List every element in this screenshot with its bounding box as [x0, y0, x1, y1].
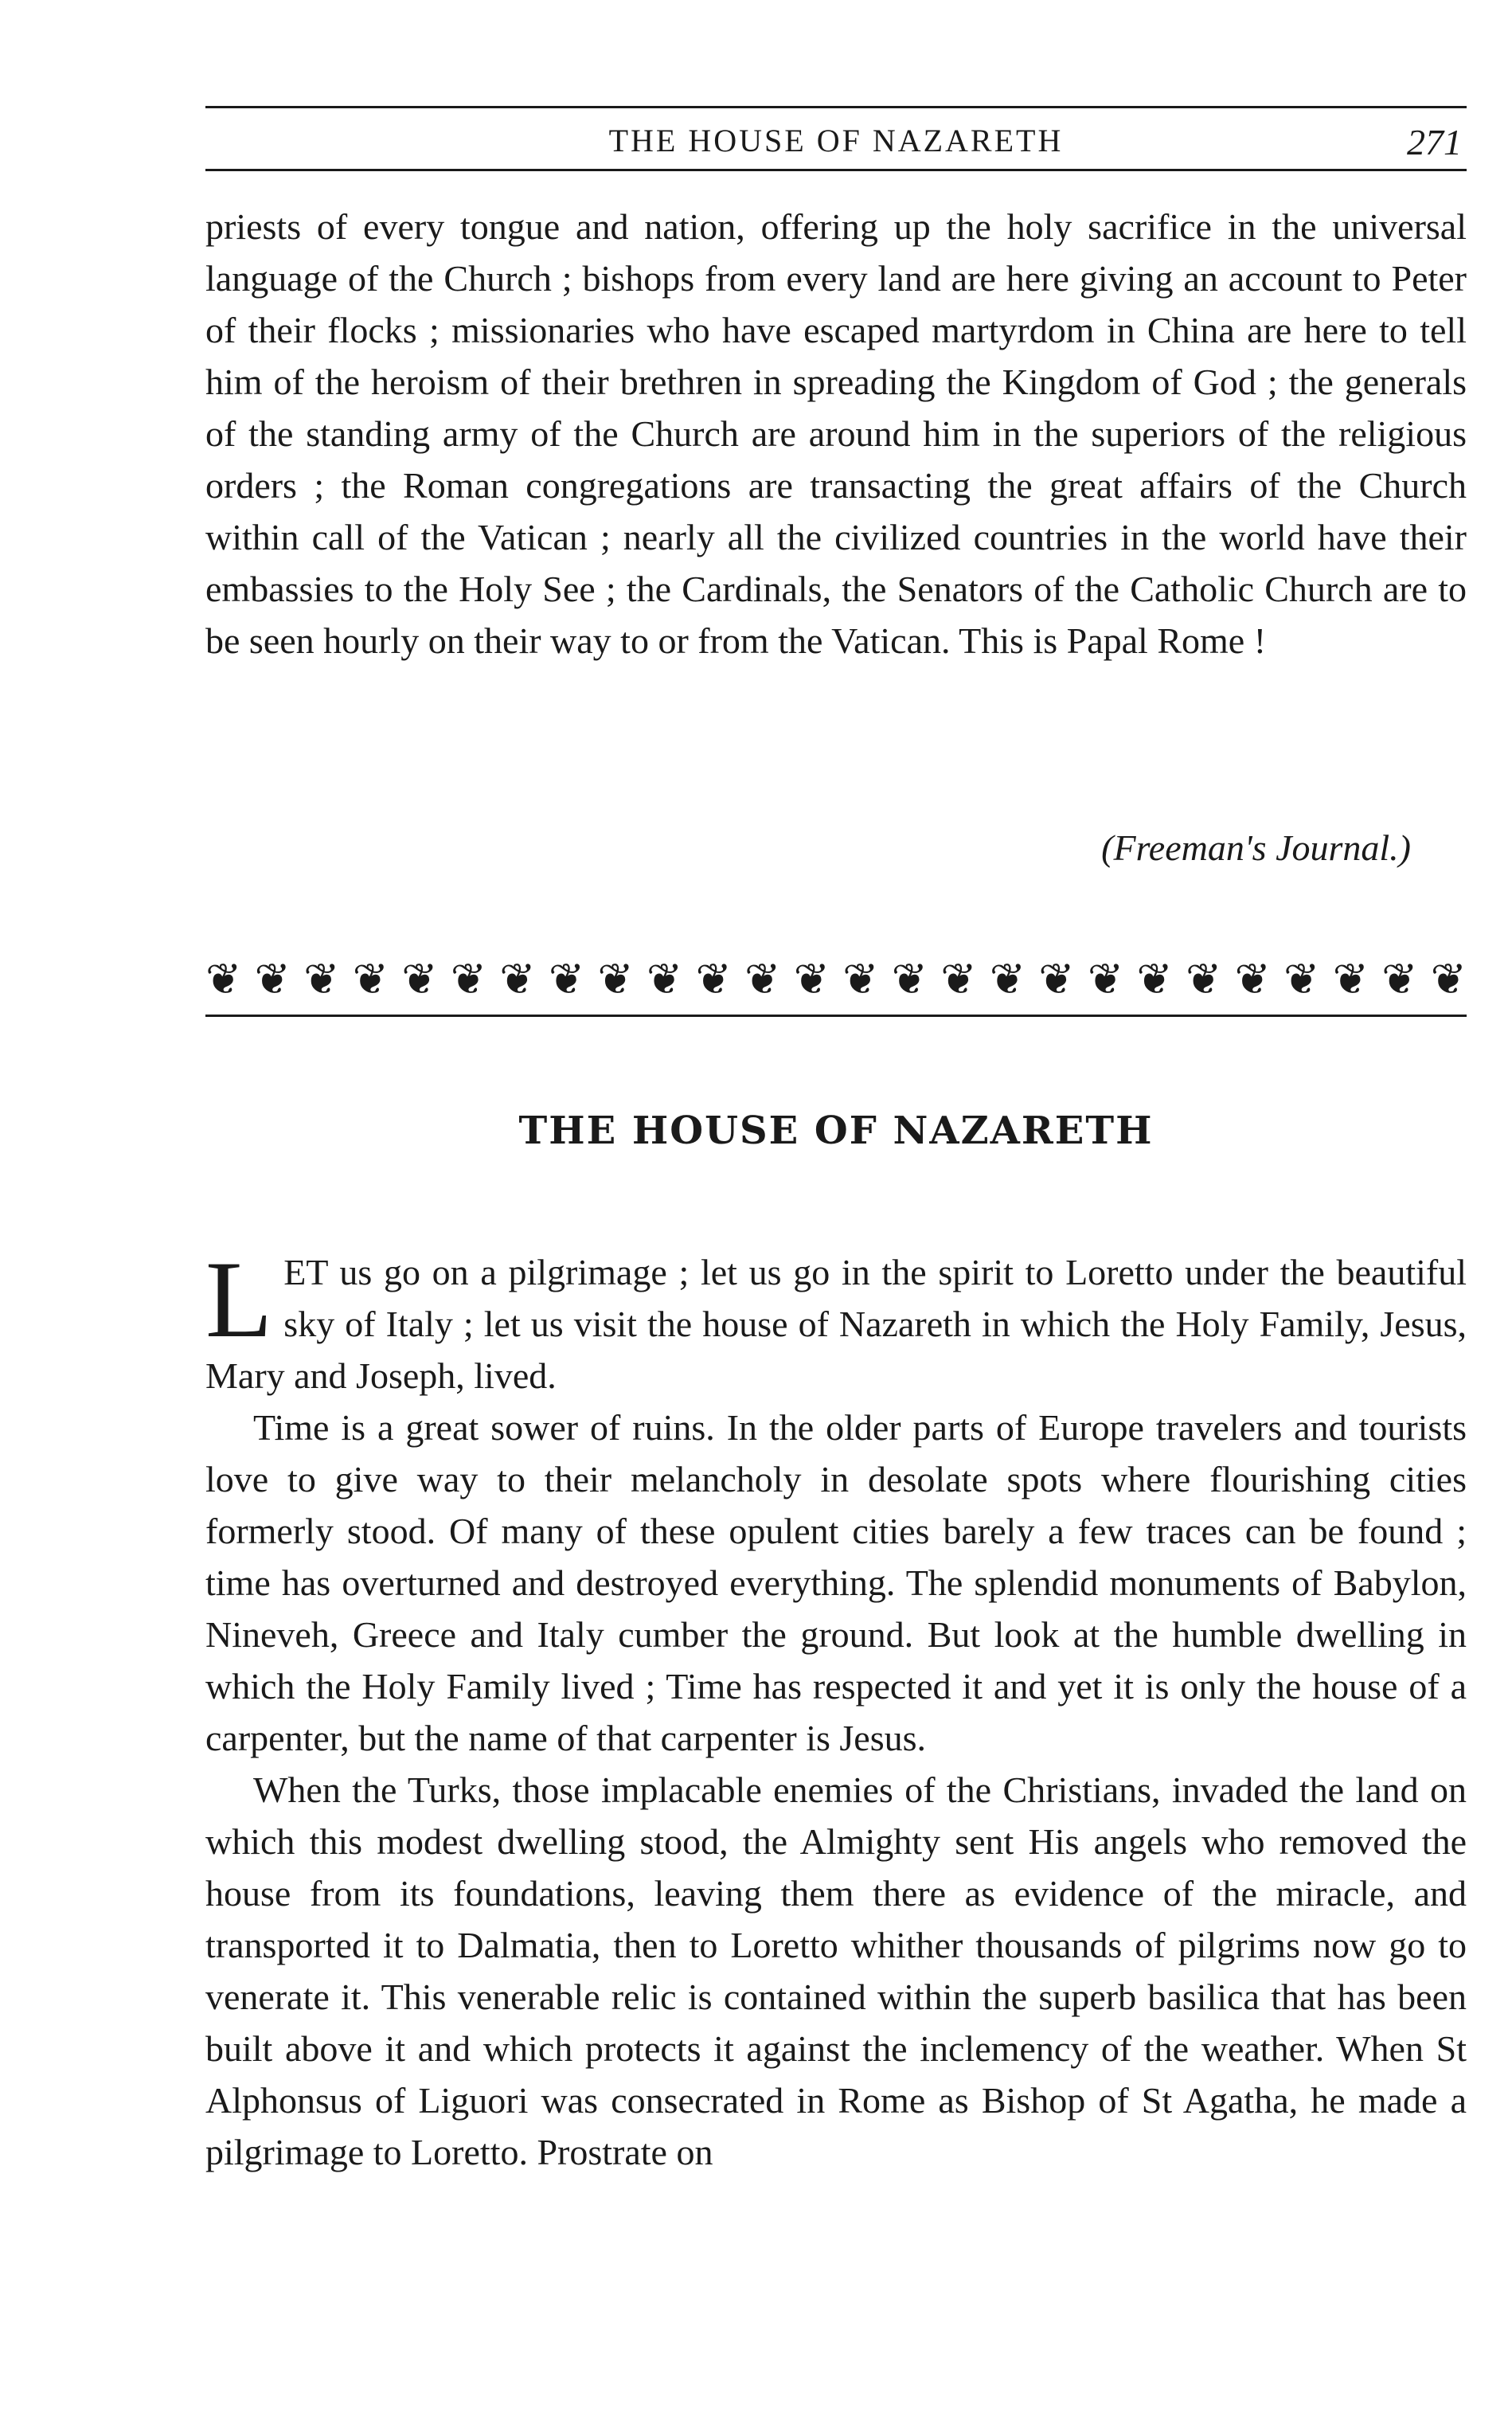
ornament-glyph: ❦	[842, 954, 879, 1004]
ornament-glyph: ❦	[1430, 954, 1467, 1004]
ornament-glyph: ❦	[205, 954, 242, 1004]
ornament-glyph: ❦	[450, 954, 486, 1004]
ornament-glyph: ❦	[548, 954, 585, 1004]
ornament-glyph: ❦	[695, 954, 732, 1004]
ornament-glyph: ❦	[793, 954, 830, 1004]
paragraph-text: ET us go on a pilgrimage ; let us go in the spirit to Loretto under the beautiful sky of Italy ; let us visit the house of Nazareth in which the Holy Family, Jesus, Mary and Joseph, lived.	[205, 1252, 1467, 1396]
ornament-glyph: ❦	[646, 954, 683, 1004]
ornament-glyph: ❦	[989, 954, 1026, 1004]
ornament-glyph: ❦	[940, 954, 977, 1004]
ornament-glyph: ❦	[303, 954, 340, 1004]
ornament-glyph: ❦	[352, 954, 389, 1004]
ornament-glyph: ❦	[1087, 954, 1124, 1004]
article-paragraph-3: When the Turks, those implacable enemies of the Christians, invaded the land on which this modest dwelling stood, the Almighty sent His angels who removed the house from its foundations, leaving them there as evidence of the miracle, and transported it to Dalmatia, then to Loretto whither thousands of pilgrims now go to venerate it. This venerable relic is contained within the superb basilica that has been built above it and which protects it against the inclemency of the weather. When St Alphonsus of Liguori was consecrated in Rome as Bishop of St Agatha, he made a pilgrimage to Loretto. Prostrate on	[205, 1769, 1467, 2172]
page-number: 271	[1407, 122, 1462, 162]
running-header	[205, 117, 1467, 165]
ornament-glyph: ❦	[1332, 954, 1369, 1004]
ornament-glyph: ❦	[499, 954, 536, 1004]
top-rule	[205, 106, 1467, 108]
ornament-glyph: ❦	[1136, 954, 1173, 1004]
ornament-glyph: ❦	[744, 954, 781, 1004]
header-rule	[205, 169, 1467, 171]
ornament-rule	[205, 1015, 1467, 1017]
article-paragraph-2: Time is a great sower of ruins. In the older parts of Europe travelers and tourists love to give way to their melancholy in desolate spots where flourishing cities formerly stood. Of many of these opulent cities barely a few traces can be found ; time has overturned and destroyed everything. The splendid monuments of Babylon, Nineveh, Greece and Italy cumber the ground. But look at the humble dwelling in which the Holy Family lived ; Time has respected it and yet it is only the house of a carpenter, but the name of that carpenter is Jesus.	[205, 1407, 1467, 1758]
ornament-glyph: ❦	[1185, 954, 1222, 1004]
ornament-glyph: ❦	[1234, 954, 1271, 1004]
ornament-glyph: ❦	[597, 954, 634, 1004]
article-paragraph-1	[205, 1238, 1467, 1402]
ornament-glyph: ❦	[1381, 954, 1418, 1004]
ornament-glyph: ❦	[891, 954, 928, 1004]
ornament-glyph: ❦	[401, 954, 438, 1004]
ornament-glyph: ❦	[254, 954, 291, 1004]
article-title: THE HOUSE OF NAZARETH	[518, 1108, 1154, 1153]
ornamental-divider	[205, 948, 1467, 1019]
previous-article-text: priests of every tongue and nation, offering up the holy sacrifice in the universal language of the Church ; bishops from every land are here giving an account to Peter of their flocks ; missionaries who have escaped martyrdom in China are here to tell him of the heroism of their brethren in spreading the Kingdom of God ; the generals of the standing army of the Church are around him in the superiors of the religious orders ; the Roman congregations are transacting the great affairs of the Church within call of the Vatican ; nearly all the civilized countries in the world have their embassies to the Holy See ; the Cardinals, the Senators of the Catholic Church are to be seen hourly on their way to or from the Vatican. This is Papal Rome !	[205, 206, 1467, 661]
drop-cap: L	[205, 1238, 273, 1360]
ornament-row	[205, 948, 1467, 1011]
book-page	[205, 0, 1467, 2428]
ornament-glyph: ❦	[1038, 954, 1075, 1004]
article-body	[205, 1238, 1467, 2178]
ornament-glyph: ❦	[1283, 954, 1320, 1004]
running-title: THE HOUSE OF NAZARETH	[608, 123, 1064, 158]
attribution: (Freeman's Journal.)	[1101, 827, 1411, 868]
